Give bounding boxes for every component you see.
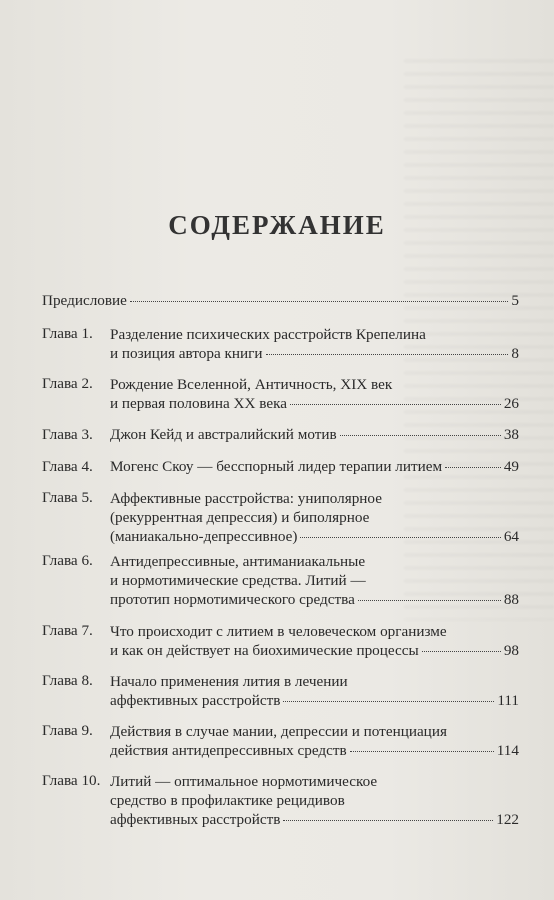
chapter-number: Глава 3.: [42, 426, 93, 443]
dot-leader: [130, 301, 508, 302]
dot-leader: [358, 600, 501, 601]
dot-leader: [283, 701, 494, 702]
dot-leader: [340, 435, 501, 436]
page-number: 122: [496, 811, 519, 828]
chapter-title-line: прототип нормотимического средства: [110, 591, 355, 608]
chapter-number: Глава 7.: [42, 622, 93, 639]
chapter-title-line: Могенс Скоу — бесспорный лидер терапии литием: [110, 458, 443, 475]
dot-leader: [445, 467, 501, 468]
page-title: СОДЕРЖАНИЕ: [168, 210, 386, 240]
chapter-title: [110, 489, 519, 546]
page-number: 49: [503, 458, 519, 475]
chapter-title: [110, 552, 519, 609]
dot-leader: [266, 354, 509, 355]
chapter-title-line: Литий — оптимальное нормотимическое: [110, 773, 378, 790]
chapter-number: Глава 4.: [42, 458, 93, 475]
chapter-number: Глава 9.: [42, 722, 93, 739]
chapter-title-line: и позиция автора книги: [110, 345, 263, 362]
chapter-title-line: Рождение Вселенной, Античность, XIX век: [110, 376, 393, 393]
chapter-number: Глава 2.: [42, 375, 93, 392]
page-number: 26: [503, 395, 519, 412]
dot-leader: [290, 404, 501, 405]
page-number: 5: [511, 292, 519, 309]
dot-leader: [283, 820, 493, 821]
chapter-title: [110, 622, 519, 660]
chapter-number: Глава 6.: [42, 552, 93, 569]
chapter-title-line: (рекуррентная депрессия) и биполярное: [110, 509, 370, 526]
chapter-title-line: и как он действует на биохимические процессы: [110, 642, 419, 659]
chapter-title: [110, 375, 519, 413]
page-number: 114: [496, 742, 519, 759]
chapter-title-line: Джон Кейд и австралийский мотив: [110, 426, 337, 443]
dot-leader: [300, 537, 500, 538]
chapter-title-line: аффективных расстройств: [110, 811, 281, 828]
page-number: 98: [503, 642, 519, 659]
chapter-title-line: (маниакально-депрессивное): [110, 528, 298, 545]
chapter-title-line: Начало применения лития в лечении: [110, 673, 348, 690]
chapter-title: [110, 672, 519, 710]
dot-leader: [422, 651, 501, 652]
chapter-title: [110, 772, 519, 829]
chapter-title: [110, 426, 519, 444]
chapter-title-line: Антидепрессивные, антиманиакальные: [110, 553, 366, 570]
chapter-number: Глава 10.: [42, 772, 101, 789]
chapter-number: Глава 5.: [42, 489, 93, 506]
chapter-title-line: средство в профилактике рецидивов: [110, 792, 345, 809]
page-number: 64: [503, 528, 519, 545]
chapter-title-line: Что происходит с литием в человеческом организме: [110, 623, 447, 640]
chapter-title: [110, 722, 519, 760]
chapter-number: Глава 8.: [42, 672, 93, 689]
chapter-title-line: и нормотимические средства. Литий —: [110, 572, 366, 589]
chapter-title-line: Действия в случае мании, депрессии и потенциация: [110, 723, 447, 740]
chapter-title: [42, 292, 519, 310]
chapter-title-line: Разделение психических расстройств Крепелина: [110, 326, 426, 343]
page-number: 38: [503, 426, 519, 443]
page-number: 8: [511, 345, 519, 362]
chapter-title: [110, 458, 519, 476]
chapter-title-line: аффективных расстройств: [110, 692, 281, 709]
chapter-title-line: Аффективные расстройства: униполярное: [110, 490, 382, 507]
chapter-title: [110, 325, 519, 363]
chapter-number: Глава 1.: [42, 325, 93, 342]
chapter-title-line: действия антидепрессивных средств: [110, 742, 347, 759]
page-number: 88: [503, 591, 519, 608]
chapter-title-line: Предисловие: [42, 292, 127, 309]
chapter-title-line: и первая половина XX века: [110, 395, 287, 412]
page-number: 111: [497, 692, 519, 709]
dot-leader: [350, 751, 494, 752]
